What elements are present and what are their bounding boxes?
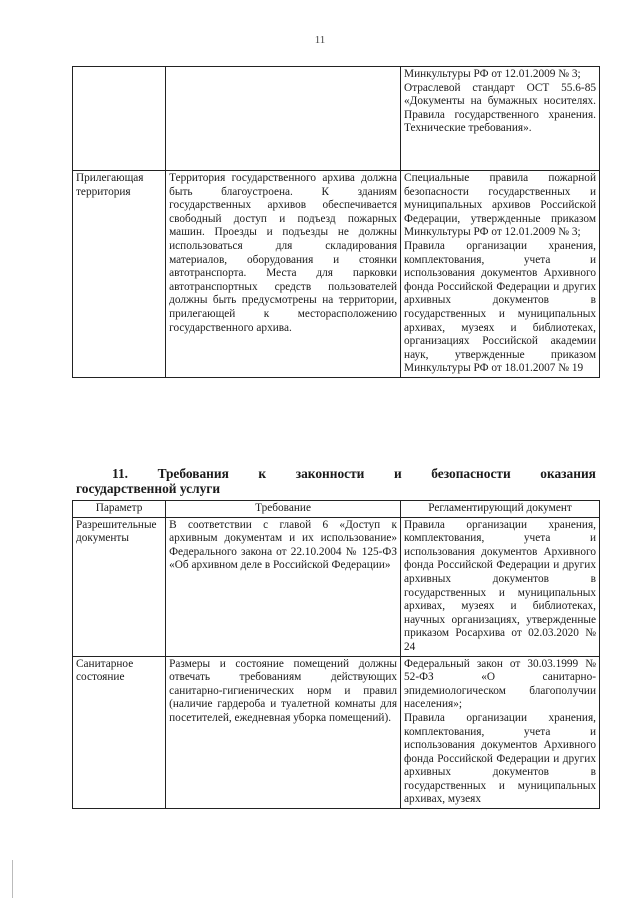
table-row xyxy=(73,656,600,809)
header-document: Регламентирующий документ xyxy=(401,501,600,518)
section-number: 11. xyxy=(112,466,128,481)
document-cell: Федеральный закон от 30.03.1999 № 52-ФЗ «О санитарно-эпидемиологическом благополучии населения»; Правила организации хранения, комплектования, учета и использования документов Архивного фонда Российской Федерации и других архивных документов в государственных и муниципальных архивах, музеях xyxy=(401,656,600,809)
requirement-cell: Размеры и состояние помещений должны отвечать требованиям действующих санитарно-гигиенических норм и правил (наличие гардероба и туалетной комнаты для посетителей, ежедневная уборка помещений). xyxy=(166,656,401,809)
param-cell: Прилегающая территория xyxy=(73,171,166,378)
heading-word: к xyxy=(258,466,267,481)
table-row xyxy=(73,517,600,656)
heading-word: законности xyxy=(295,466,365,481)
heading-word: Требования xyxy=(157,466,229,481)
heading-word: и xyxy=(393,466,402,481)
document-cell: Специальные правила пожарной безопасности государственных и муниципальных архивов Российской Федерации, утвержденные приказом Минкультуры РФ от 12.01.2009 № 3; Правила организации хранения, комплектования, учета и использования документов Архивного фонда Российской Федерации и других архивных документов в государственных и муниципальных архивах, музеях и библиотеках, организациях Российской академии наук, утвержденные приказом Минкультуры РФ от 18.01.2007 № 19 xyxy=(401,171,600,378)
param-cell: Разрешительные документы xyxy=(73,517,166,656)
section-heading xyxy=(76,466,596,496)
header-param: Параметр xyxy=(73,501,166,518)
scan-edge-mark xyxy=(12,860,13,898)
requirement-cell: Территория государственного архива должна быть благоустроена. К зданиям государственных архивов обеспечивается свободный доступ и подъезд пожарных машин. Проезды и подъезды не должны использоваться для складирования материалов, оборудования и стоянки автотранспорта. Места для парковки автотранспортных средств пользователей должны быть предусмотрены на территории, прилегающей к месторасположению государственного архива. xyxy=(166,171,401,378)
table-continued xyxy=(72,66,600,378)
heading-word: оказания xyxy=(540,466,596,481)
document-cell: Минкультуры РФ от 12.01.2009 № 3; Отраслевой стандарт ОСТ 55.6-85 «Документы на бумажных носителях. Правила государственного хранения. Технические требования». xyxy=(401,67,600,171)
document-cell: Правила организации хранения, комплектования, учета и использования документов Архивного фонда Российской Федерации и других архивных документов в государственных и муниципальных архивах, музеях и библиотеках, научных организациях, утвержденные приказом Росархива от 02.03.2020 № 24 xyxy=(401,517,600,656)
table-header-row xyxy=(73,501,600,518)
requirements-table xyxy=(72,500,600,809)
header-requirement: Требование xyxy=(166,501,401,518)
param-cell xyxy=(73,67,166,171)
requirement-cell: В соответствии с главой 6 «Доступ к архивным документам и их использование» Федерального закона от 22.10.2004 № 125-ФЗ «Об архивном деле в Российской Федерации» xyxy=(166,517,401,656)
table-row xyxy=(73,67,600,171)
page-number: 11 xyxy=(314,34,326,46)
table-row xyxy=(73,171,600,378)
heading-line-2: государственной услуги xyxy=(76,481,221,496)
heading-word: безопасности xyxy=(431,466,511,481)
param-cell: Санитарное состояние xyxy=(73,656,166,809)
requirement-cell xyxy=(166,67,401,171)
